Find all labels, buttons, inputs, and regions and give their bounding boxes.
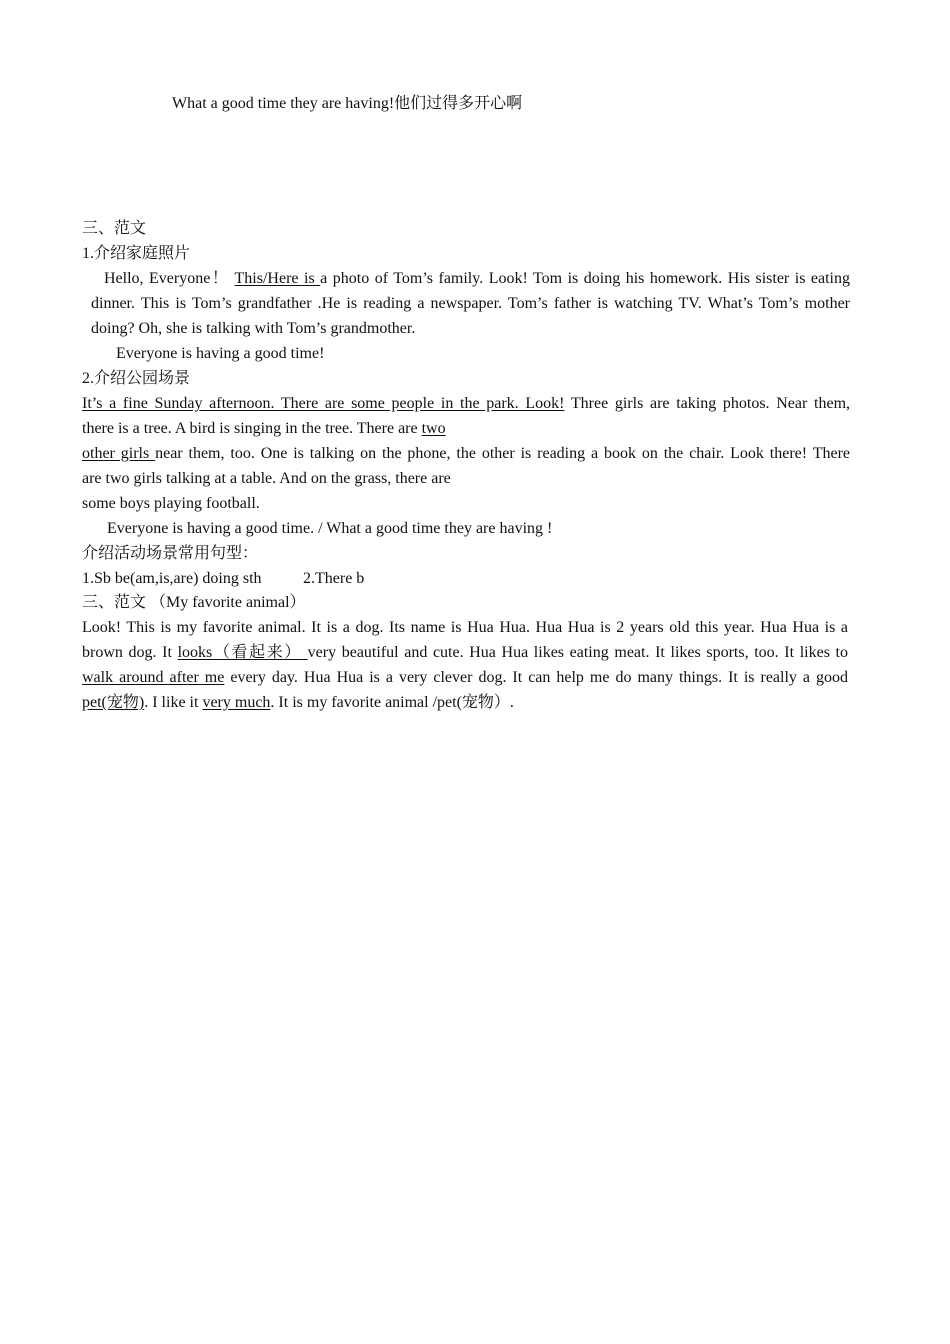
favorite-animal-line-2: brown dog. It looks（看起来） very beautiful and cute. Hua Hua likes eating meat. It likes sports, too. It likes to (82, 644, 848, 661)
underlined-phrase: two (421, 420, 446, 437)
park-scene-line-5: some boys playing football. (82, 495, 260, 512)
park-scene-line-3: other girls near them, too. One is talking on the phone, the other is reading a book on the chair. Look there! There (82, 445, 850, 462)
park-scene-line-2: there is a tree. A bird is singing in the tree. There are two (82, 420, 446, 437)
family-photo-title: 1.介绍家庭照片 (82, 245, 191, 262)
underlined-phrase: This/Here is (234, 270, 321, 287)
favorite-animal-line-3: walk around after me every day. Hua Hua is a very clever dog. It can help me do many things. It is really a good (82, 669, 849, 686)
park-scene-line-1: It’s a fine Sunday afternoon. There are some people in the park. Look! Three girls are taking photos. Near them, (82, 395, 851, 412)
park-scene-title: 2.介绍公园场景 (82, 370, 191, 387)
park-scene-line-4: are two girls talking at a table. And on the grass, there are (82, 470, 451, 487)
underlined-phrase: It’s a fine Sunday afternoon. There are some people in the park. Look! (82, 395, 565, 412)
underlined-phrase: very much (202, 694, 271, 711)
family-photo-line-4: Everyone is having a good time! (116, 345, 325, 362)
favorite-animal-line-4: pet(宠物). I like it very much. It is my favorite animal /pet(宠物）. (82, 694, 514, 711)
family-photo-line-3: doing? Oh, she is talking with Tom’s grandmother. (91, 320, 416, 337)
family-photo-line-1: Hello, Everyone！ This/Here is a photo of Tom’s family. Look! Tom is doing his homework. His sister is eating (104, 270, 851, 287)
underlined-phrase: walk around after me (82, 669, 225, 686)
pattern-item-1: 1.Sb be(am,is,are) doing sth (82, 570, 262, 587)
pattern-item-2: 2.There b (303, 570, 365, 587)
park-scene-line-6: Everyone is having a good time. / What a good time they are having ! (107, 520, 553, 537)
family-photo-line-2: dinner. This is Tom’s grandfather .He is reading a newspaper. Tom’s father is watching TV. What’s Tom’s mother (91, 295, 850, 312)
favorite-animal-heading: 三、范文 （My favorite animal） (82, 594, 306, 611)
underlined-phrase: other girls (82, 445, 156, 462)
underlined-phrase: pet(宠物) (82, 694, 145, 711)
top-sentence: What a good time they are having!他们过得多开心啊 (172, 95, 523, 112)
patterns-title: 介绍活动场景常用句型： (82, 545, 259, 562)
underlined-phrase: looks（看起来） (177, 644, 308, 661)
favorite-animal-line-1: Look! This is my favorite animal. It is a dog. Its name is Hua Hua. Hua Hua is 2 years old this year. Hua Hua is a (82, 619, 848, 636)
section-heading-model-essay: 三、范文 (82, 220, 147, 237)
